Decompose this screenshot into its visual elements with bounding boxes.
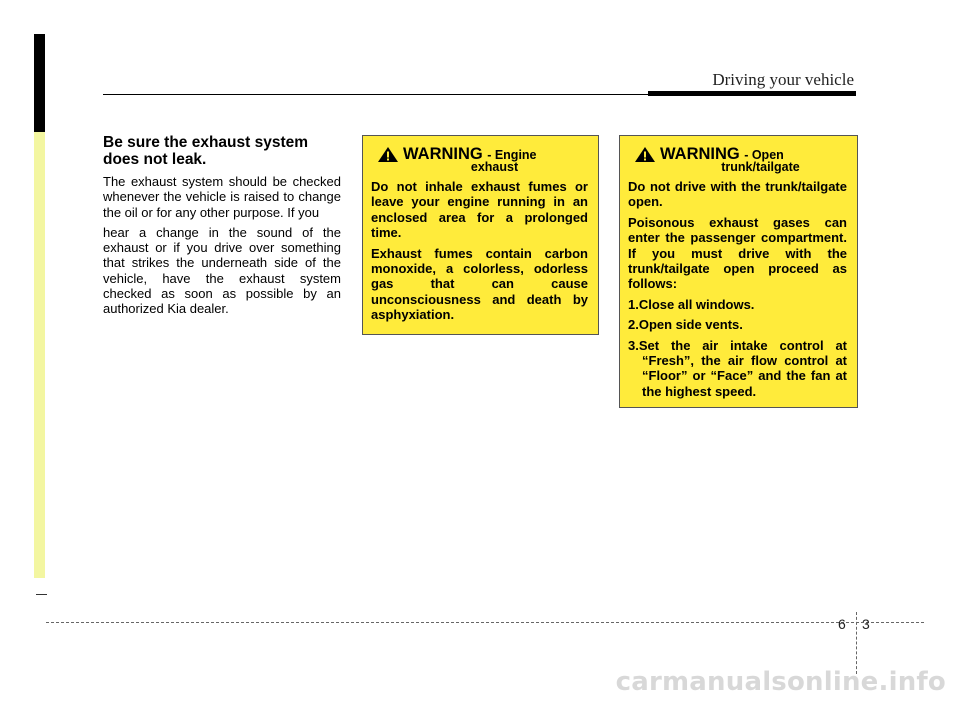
footer-dashed-divider bbox=[856, 612, 857, 674]
side-marker bbox=[36, 594, 47, 595]
warning-steps bbox=[628, 297, 847, 399]
warning-triangle-icon bbox=[377, 146, 399, 163]
warning-word: WARNING bbox=[403, 145, 483, 163]
warning-subtitle: - Engine bbox=[487, 148, 537, 162]
warning-subtitle-continued: exhaust bbox=[470, 160, 519, 174]
warning-paragraph: Do not drive with the trunk/tailgate open. bbox=[628, 179, 847, 210]
warning-paragraph: Exhaust fumes contain carbon monoxide, a colorless, odorless gas that can cause unconsciousness and death by asphyxiation. bbox=[371, 245, 588, 323]
footer-dashed-rule bbox=[46, 622, 924, 623]
warning-subtitle-continued: trunk/tailgate bbox=[721, 160, 800, 174]
warning-paragraph: Do not inhale exhaust fumes or leave your engine running in an enclosed area for a prolonged time. bbox=[371, 179, 588, 241]
warning-step: 3.Set the air intake control at “Fresh”, the air flow control at “Floor” or “Face” and the fan at the highest speed. bbox=[628, 337, 847, 399]
body-paragraph: hear a change in the sound of the exhaust or if you drive over something that strikes the underneath side of the vehicle, have the exhaust system checked as soon as possible by an authorized Kia dealer. bbox=[103, 224, 341, 317]
warning-step: 2.Open side vents. bbox=[628, 317, 743, 333]
section-heading: Be sure the exhaust system does not leak. bbox=[103, 134, 309, 168]
warning-open-trunk-box bbox=[619, 135, 858, 408]
header-rule bbox=[103, 94, 648, 95]
warning-engine-exhaust-box bbox=[362, 135, 599, 335]
body-paragraph: The exhaust system should be checked whenever the vehicle is raised to change the oil or for any other purpose. If you bbox=[103, 174, 341, 220]
side-tab-yellow bbox=[34, 132, 45, 578]
warning-subtitle: - Open bbox=[744, 148, 784, 162]
side-tab-black bbox=[34, 34, 45, 132]
warning-triangle-icon bbox=[634, 146, 656, 163]
warning-step: 1.Close all windows. bbox=[628, 296, 755, 312]
header-bar bbox=[648, 91, 856, 96]
left-column bbox=[103, 134, 341, 322]
warning-paragraph: Poisonous exhaust gases can enter the passenger compartment. If you must drive with the trunk/tailgate open proceed as follows: bbox=[628, 214, 847, 292]
section-title: Driving your vehicle bbox=[712, 70, 854, 89]
warning-word: WARNING bbox=[660, 145, 740, 163]
watermark: carmanualsonline.info bbox=[615, 667, 946, 697]
chapter-number: 6 bbox=[838, 616, 846, 632]
page-number: 3 bbox=[862, 616, 870, 632]
